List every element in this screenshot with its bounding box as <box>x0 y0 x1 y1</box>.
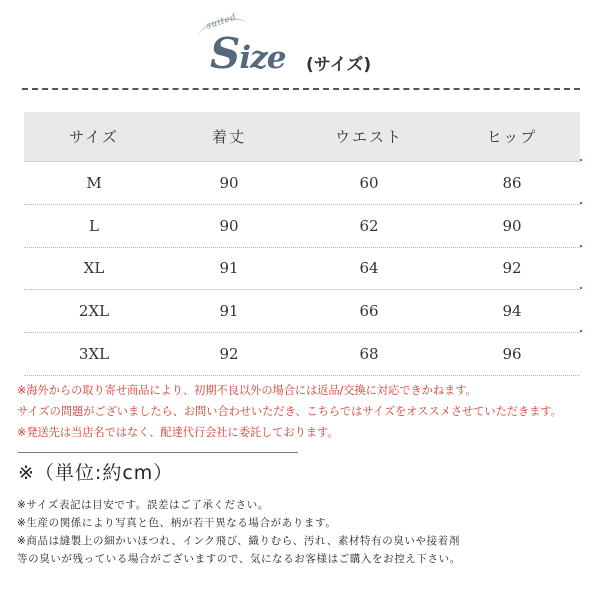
warning-note-line: サイズの問題がございましたら、お問い合わせいただき、こちらではサイズをオススメさせていただきます。 <box>17 405 562 418</box>
hip-cell: 90 <box>502 216 522 235</box>
column-header-hip: ヒップ <box>486 128 538 146</box>
unit-label: ※（単位:約cm） <box>18 462 174 484</box>
general-notes <box>17 496 587 568</box>
table-row <box>24 333 580 376</box>
hip-cell: 86 <box>502 173 522 192</box>
general-note-line: ※商品は縫製上の細かいほつれ、インク飛び、織りむら、汚れ、素材特有の臭いや接着剤 <box>17 535 460 547</box>
warning-note-line: ※海外からの取り寄せ商品により、初期不良以外の場合には返品/交換に対応できかねます。 <box>17 384 477 397</box>
waist-cell: 64 <box>359 259 379 278</box>
dashed-divider <box>22 88 580 90</box>
waist-cell: 66 <box>359 302 379 321</box>
table-row <box>24 162 580 205</box>
warning-note-line: ※発送先は当店名ではなく、配達代行会社に委託しております。 <box>17 426 339 439</box>
length-cell: 90 <box>219 173 239 192</box>
hip-cell: 94 <box>502 302 522 321</box>
size-title-rest: ize <box>239 40 286 76</box>
column-header-size: サイズ <box>69 128 119 146</box>
length-cell: 90 <box>219 216 239 235</box>
hip-cell: 92 <box>502 259 522 278</box>
general-note-line: ※サイズ表記は目安です。誤差はご了承ください。 <box>17 499 269 511</box>
size-header <box>0 0 600 90</box>
hip-cell: 96 <box>502 345 522 364</box>
size-cell: 2XL <box>78 302 110 321</box>
size-kana-label: (サイズ) <box>306 55 372 75</box>
size-table <box>24 112 580 370</box>
general-note-line: ※生産の関係により写真と色、柄が若干異なる場合があります。 <box>17 517 337 529</box>
size-cell: M <box>86 173 102 192</box>
table-header-row <box>24 112 580 162</box>
length-cell: 91 <box>219 259 239 278</box>
waist-cell: 68 <box>359 345 379 364</box>
column-header-waist: ウエスト <box>334 128 403 146</box>
size-cell: XL <box>83 259 105 278</box>
script-word: suited <box>205 12 238 32</box>
waist-cell: 62 <box>359 216 379 235</box>
size-cell: L <box>89 216 99 235</box>
unit-divider <box>18 452 298 453</box>
table-row <box>24 290 580 333</box>
size-title <box>210 30 285 82</box>
table-row <box>24 248 580 291</box>
column-header-length: 着丈 <box>211 128 246 146</box>
length-cell: 91 <box>219 302 239 321</box>
size-title-initial: S <box>210 29 240 78</box>
length-cell: 92 <box>219 345 239 364</box>
table-row <box>24 205 580 248</box>
warning-notes <box>17 380 587 443</box>
waist-cell: 60 <box>359 173 379 192</box>
general-note-line: 等の臭いが残っている場合がございますので、気になるお客様はご購入をお控え下さい。 <box>17 553 461 565</box>
size-cell: 3XL <box>78 345 110 364</box>
